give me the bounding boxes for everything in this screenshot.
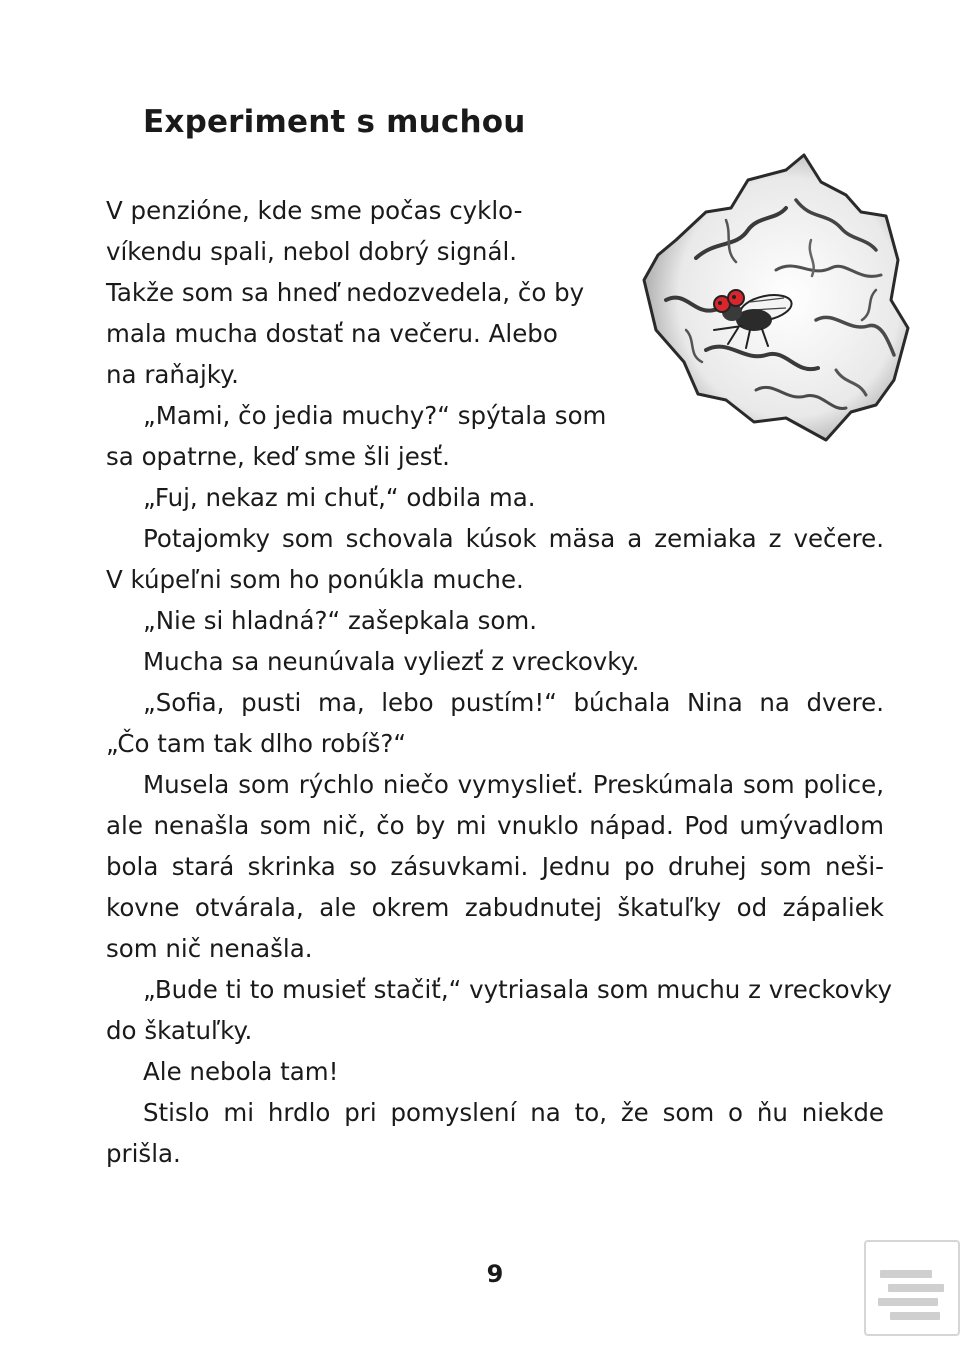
text-line: „Fuj, nekaz mi chuť,“ odbila ma. (143, 483, 536, 512)
text-line: mala mucha dostať na večeru. Alebo (106, 319, 558, 348)
text-line: víkendu spali, nebol dobrý signál. (106, 237, 518, 266)
text-line: Musela som rýchlo niečo vymyslieť. Preskúmala som police, (143, 770, 884, 799)
text-line: „Nie si hladná?“ zašepkala som. (143, 606, 538, 635)
text-line: Mucha sa neunúvala vyliezť z vreckovky. (143, 647, 640, 676)
text-line: V kúpeľni som ho ponúkla muche. (106, 565, 524, 594)
text-line: bola stará skrinka so zásuvkami. Jednu po druhej som neši- (106, 852, 884, 881)
text-line: som nič nenašla. (106, 934, 313, 963)
text-line: „Bude ti to musieť stačiť,“ vytriasala som muchu z vreckovky (143, 975, 892, 1004)
text-line: „Mami, čo jedia muchy?“ spýtala som (143, 401, 607, 430)
text-line: Ale nebola tam! (143, 1057, 339, 1086)
text-line: V penzióne, kde sme počas cyklo- (106, 196, 523, 225)
book-stack-icon (864, 1240, 960, 1336)
text-line: „Sofia, pusti ma, lebo pustím!“ búchala Nina na dvere. (143, 688, 884, 717)
text-line: Stislo mi hrdlo pri pomyslení na to, že som o ňu niekde (143, 1098, 884, 1127)
text-line: ale nenašla som nič, čo by mi vnuklo nápad. Pod umývadlom (106, 811, 884, 840)
text-line: kovne otvárala, ale okrem zabudnutej škatuľky od zápaliek (106, 893, 884, 922)
text-line: do škatuľky. (106, 1016, 253, 1045)
text-line: sa opatrne, keď sme šli jesť. (106, 442, 450, 471)
crumpled-tissue-with-fly-illustration (636, 150, 916, 450)
text-line: na raňajky. (106, 360, 239, 389)
page-number: 9 (486, 1260, 504, 1288)
text-line: „Čo tam tak dlho robíš?“ (106, 729, 407, 758)
text-line: Potajomky som schovala kúsok mäsa a zemiaka z večere. (143, 524, 884, 553)
text-line: prišla. (106, 1139, 181, 1168)
chapter-title: Experiment s muchou (143, 104, 526, 140)
text-line: Takže som sa hneď nedozvedela, čo by (106, 278, 585, 307)
